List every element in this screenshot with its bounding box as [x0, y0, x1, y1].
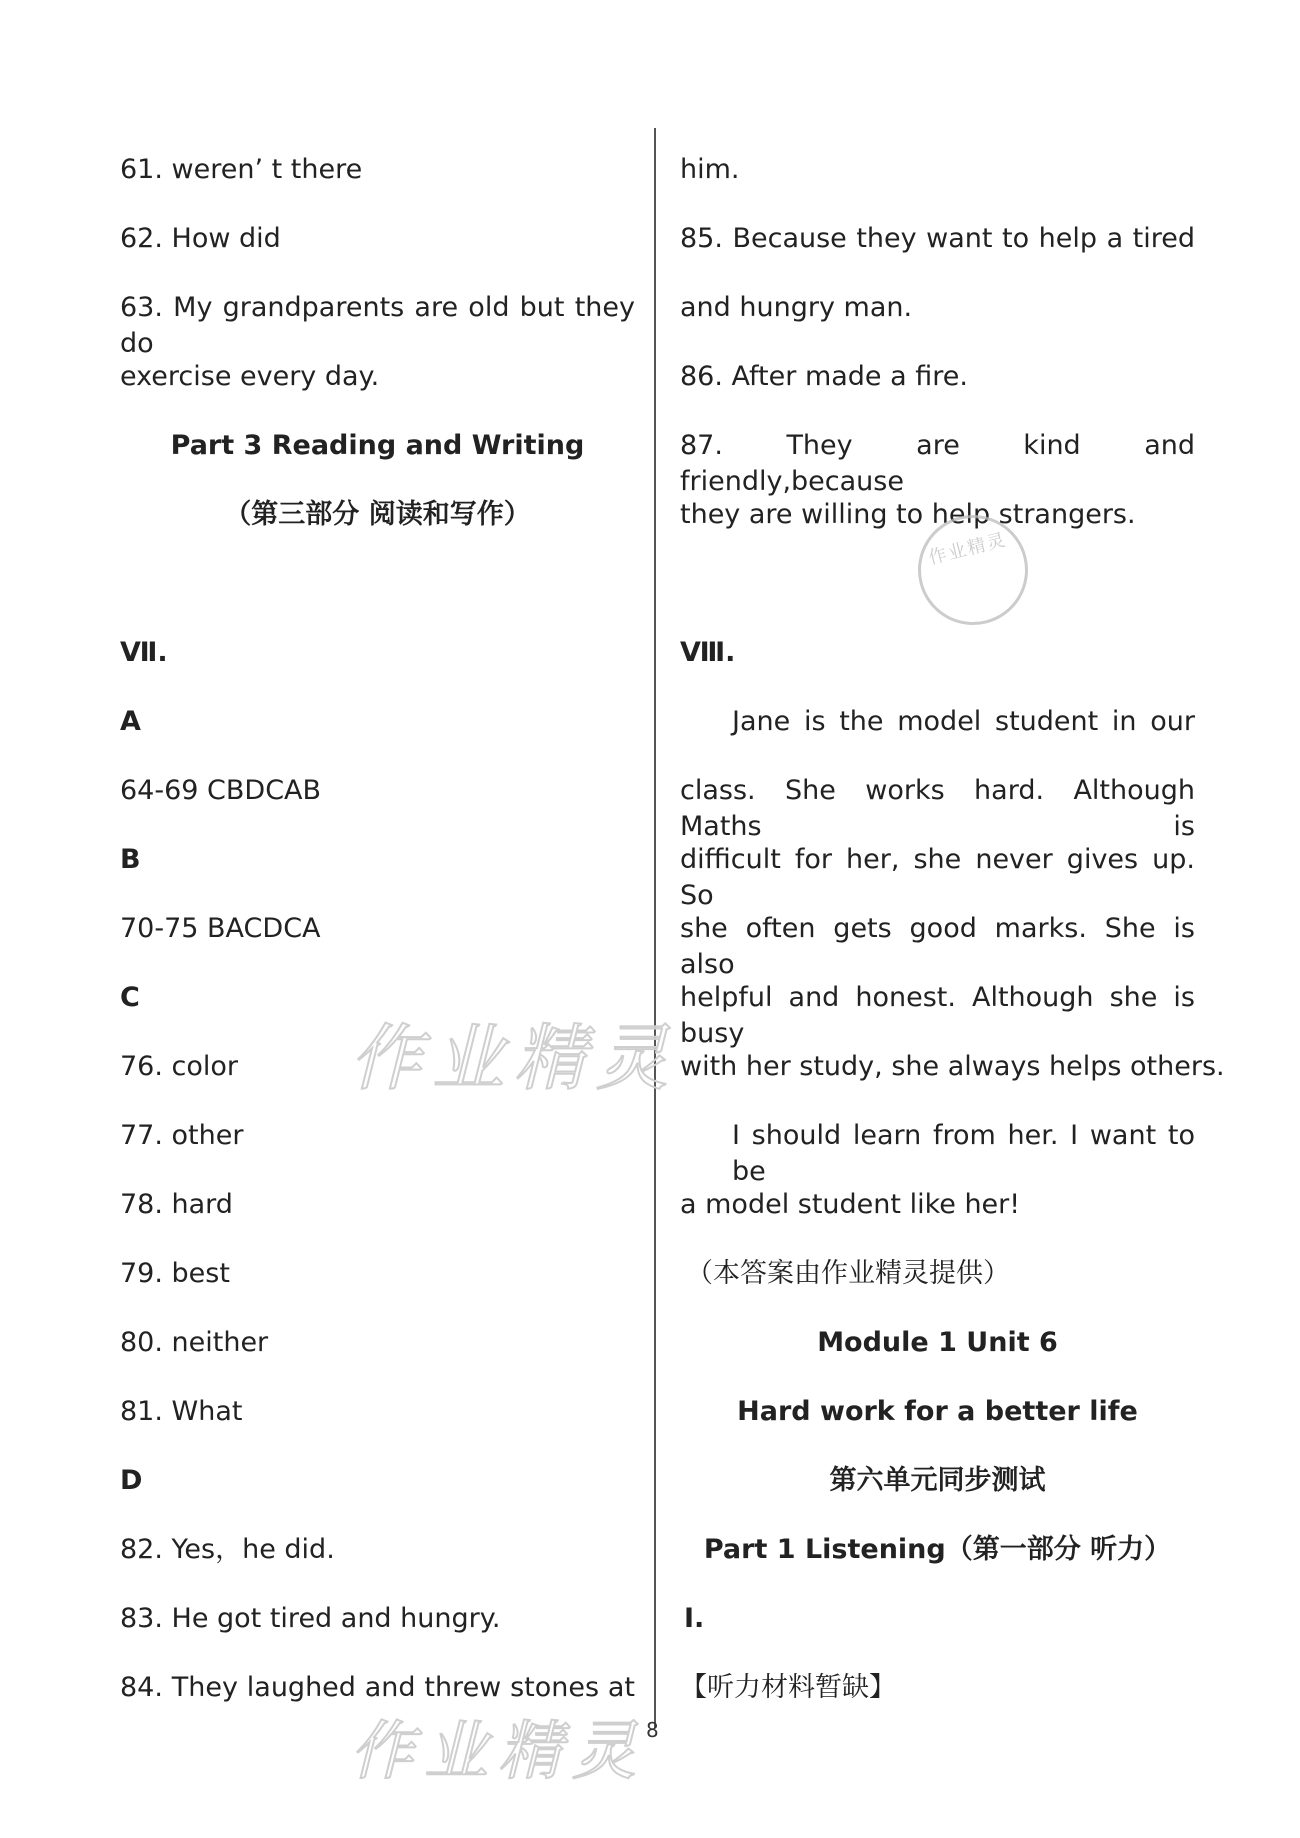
- answer-84-cont: him.: [680, 154, 740, 185]
- essay-line-7: I should learn from her. I want to be: [732, 1120, 1195, 1187]
- subsection-c: C: [120, 982, 140, 1013]
- answer-87-cont: they are willing to help strangers.: [680, 499, 1136, 530]
- essay-line-4: she often gets good marks. She is also: [680, 913, 1195, 980]
- unit-test-heading: 第六单元同步测试: [829, 1465, 1046, 1496]
- answers-64-69: 64-69 CBDCAB: [120, 775, 322, 806]
- essay-line-5: helpful and honest. Although she is busy: [680, 982, 1195, 1049]
- column-divider: [654, 128, 656, 1728]
- module-heading: Module 1 Unit 6: [817, 1327, 1058, 1358]
- section-heading-part3: Part 3 Reading and Writing: [170, 430, 585, 461]
- watermark-1: 作业精灵: [350, 1016, 679, 1100]
- roman-1: Ⅰ.: [684, 1603, 705, 1634]
- answers-70-75: 70-75 BACDCA: [120, 913, 321, 944]
- answer-63-cont: exercise every day.: [120, 361, 380, 392]
- answer-81: 81. What: [120, 1396, 243, 1427]
- answer-63: 63. My grandparents are old but they do: [120, 292, 635, 359]
- seal-text: 作业精灵: [926, 529, 1010, 570]
- answer-82: 82. Yes，he did.: [120, 1534, 335, 1565]
- roman-8: Ⅷ.: [680, 637, 736, 668]
- essay-line-2: class. She works hard. Although Maths is: [680, 775, 1195, 842]
- page-number: 8: [646, 1718, 659, 1742]
- answer-84: 84. They laughed and threw stones at: [120, 1672, 635, 1703]
- answer-source-note: （本答案由作业精灵提供）: [686, 1258, 1010, 1289]
- unit-title: Hard work for a better life: [737, 1396, 1138, 1427]
- answer-85: 85. Because they want to help a tired: [680, 223, 1195, 254]
- answer-77: 77. other: [120, 1120, 244, 1151]
- answer-87: 87. They are kind and friendly,because: [680, 430, 1195, 497]
- roman-7: Ⅶ.: [120, 637, 168, 668]
- answer-76: 76. color: [120, 1051, 239, 1082]
- subsection-d: D: [120, 1465, 143, 1496]
- answer-80: 80. neither: [120, 1327, 269, 1358]
- answer-83: 83. He got tired and hungry.: [120, 1603, 501, 1634]
- essay-line-8: a model student like her!: [680, 1189, 1021, 1220]
- essay-line-1: Jane is the model student in our: [732, 706, 1195, 737]
- answer-78: 78. hard: [120, 1189, 233, 1220]
- answer-62: 62. How did: [120, 223, 281, 254]
- answer-86: 86. After made a fire.: [680, 361, 968, 392]
- essay-line-6: with her study, she always helps others.: [680, 1051, 1225, 1082]
- subsection-a: A: [120, 706, 141, 737]
- essay-line-3: difficult for her, she never gives up. So: [680, 844, 1195, 911]
- section-heading-part3-cn: （第三部分 阅读和写作）: [224, 499, 531, 530]
- answer-61: 61. weren’ t there: [120, 154, 363, 185]
- section-heading-part1: Part 1 Listening（第一部分 听力）: [703, 1534, 1172, 1565]
- watermark-2: 作业精灵: [350, 1715, 646, 1789]
- listening-missing-note: 【听力材料暂缺】: [680, 1672, 896, 1703]
- answer-79: 79. best: [120, 1258, 230, 1289]
- answer-85-cont: and hungry man.: [680, 292, 913, 323]
- subsection-b: B: [120, 844, 141, 875]
